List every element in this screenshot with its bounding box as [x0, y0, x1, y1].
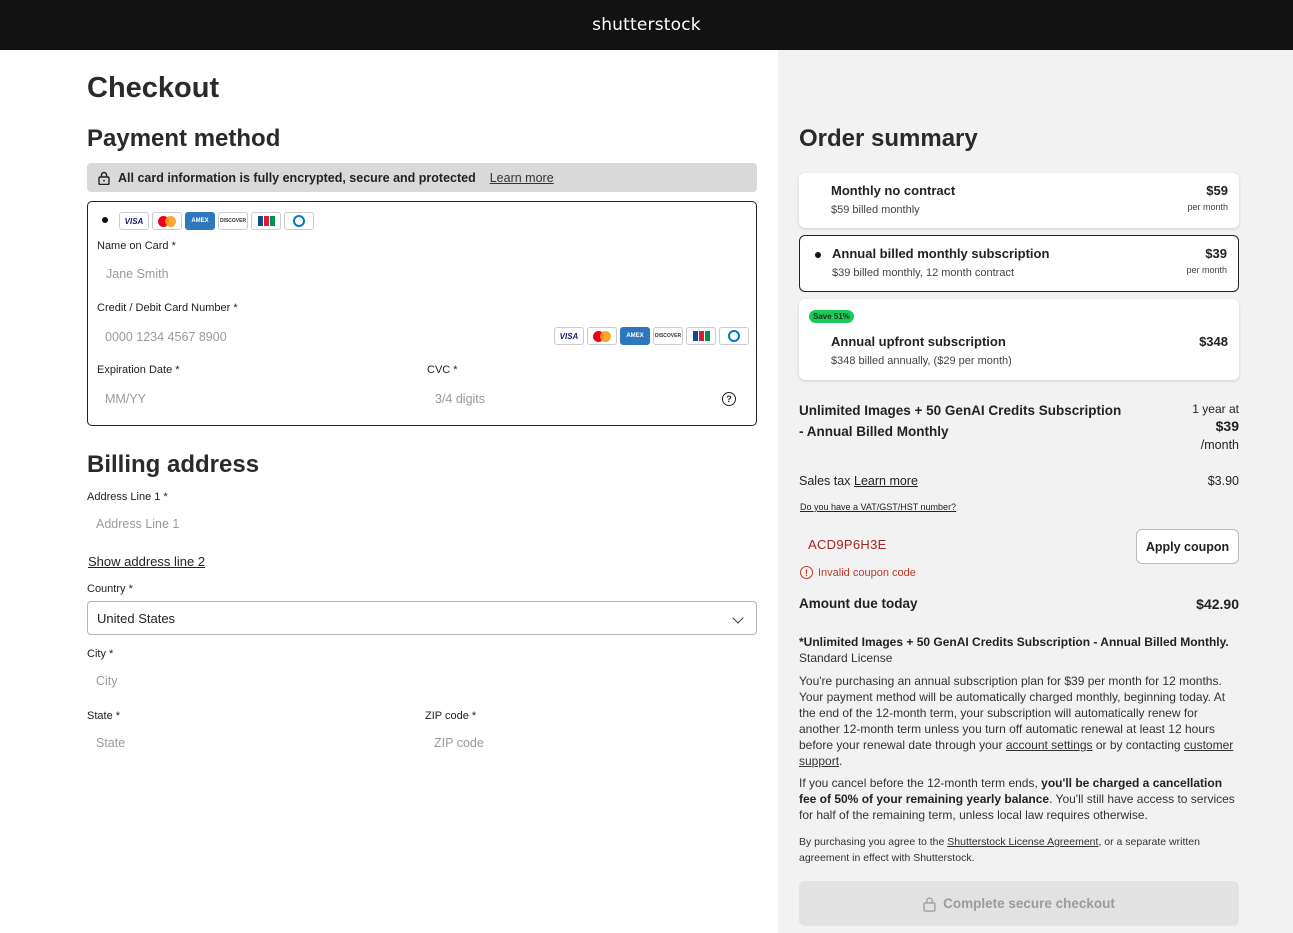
expiration-label: Expiration Date * — [97, 364, 180, 376]
plan-sub: $348 billed annually, ($29 per month) — [831, 355, 1012, 367]
discover-icon: DISCOVER — [218, 212, 248, 230]
plan-name: Monthly no contract — [831, 183, 956, 198]
city-input[interactable]: City — [96, 674, 118, 688]
state-input[interactable]: State — [96, 736, 126, 750]
sales-tax-label: Sales tax — [799, 474, 851, 488]
renewal-text-mid: or by contacting — [1092, 738, 1184, 752]
plan-per: per month — [1186, 265, 1227, 275]
discover-icon: DISCOVER — [653, 327, 683, 345]
agreement-text-b: , or a separate written agreement in effect with Shutterstock. — [799, 836, 1200, 864]
checkout-panel — [0, 50, 778, 933]
price-amount: $39 — [1215, 418, 1239, 434]
plan-radio-selected[interactable] — [815, 252, 821, 258]
cvc-help-icon[interactable]: ? — [722, 392, 736, 406]
diners-icon — [284, 212, 314, 230]
amount-due-label: Amount due today — [799, 596, 918, 611]
address1-input[interactable]: Address Line 1 — [96, 517, 180, 531]
agreement-text-a: By purchasing you agree to the — [799, 836, 948, 848]
mastercard-icon — [152, 212, 182, 230]
card-brands — [119, 212, 314, 230]
fine-print-license: Standard License — [799, 651, 893, 665]
error-icon: ! — [800, 566, 813, 579]
card-radio-selected[interactable] — [102, 217, 108, 223]
price-prefix: 1 year at — [1192, 402, 1239, 416]
renewal-text-end: . — [839, 754, 843, 768]
card-number-input[interactable]: 0000 1234 4567 8900 — [105, 330, 227, 344]
plan-name: Annual upfront subscription — [831, 334, 1006, 349]
cancel-fee-text: you'll be charged a cancellation fee of 50% of your remaining yearly balance — [799, 776, 1223, 806]
save-badge: Save 51% — [809, 310, 854, 323]
page-title: Checkout — [87, 72, 220, 104]
fine-print-agreement — [799, 834, 1241, 866]
secure-info-bar — [87, 163, 757, 192]
product-name-line1: Unlimited Images + 50 GenAI Credits Subscription — [799, 403, 1122, 418]
secure-text: All card information is fully encrypted, secure and protected — [118, 170, 476, 185]
name-on-card-label: Name on Card * — [97, 240, 176, 252]
sales-tax-value: $3.90 — [1207, 474, 1239, 488]
card-payment-option[interactable] — [87, 201, 757, 426]
card-number-brands — [554, 327, 749, 345]
complete-checkout-button[interactable] — [799, 881, 1239, 926]
card-number-label: Credit / Debit Card Number * — [97, 302, 238, 314]
plan-price: $39 — [1205, 246, 1227, 261]
country-label: Country * — [87, 583, 133, 595]
expiration-input[interactable]: MM/YY — [105, 392, 146, 406]
fine-print-renewal — [799, 673, 1241, 769]
cancel-text-a: If you cancel before the 12-month term ends, — [799, 776, 1042, 790]
apply-coupon-button[interactable]: Apply coupon — [1136, 529, 1239, 564]
fine-print-cancellation — [799, 775, 1241, 823]
zip-input[interactable]: ZIP code — [434, 736, 484, 750]
name-on-card-input[interactable]: Jane Smith — [106, 267, 169, 281]
state-label: State * — [87, 710, 121, 722]
visa-icon: VISA — [119, 212, 149, 230]
order-summary-panel — [778, 50, 1293, 933]
learn-more-link[interactable]: Learn more — [489, 170, 554, 185]
plan-per: per month — [1187, 202, 1228, 212]
country-select[interactable] — [87, 601, 757, 635]
amex-icon: AMEX — [185, 212, 215, 230]
top-bar — [0, 0, 1293, 50]
diners-icon — [719, 327, 749, 345]
jcb-icon — [251, 212, 281, 230]
zip-label: ZIP code * — [425, 710, 477, 722]
plan-price: $348 — [1199, 334, 1228, 349]
cancel-text-c: . You'll still have access to services for half of the remaining term, unless local law requires otherwise. — [799, 792, 1235, 822]
complete-checkout-label: Complete secure checkout — [943, 896, 1115, 911]
country-value: United States — [97, 611, 176, 626]
plan-name: Annual billed monthly subscription — [832, 246, 1050, 261]
cvc-input[interactable]: 3/4 digits — [435, 392, 486, 406]
account-settings-link[interactable]: account settings — [1005, 738, 1093, 752]
license-agreement-link[interactable]: Shutterstock License Agreement — [947, 836, 1099, 848]
lock-icon — [923, 896, 936, 912]
plan-monthly-no-contract[interactable] — [799, 173, 1239, 228]
renewal-text: You're purchasing an annual subscription plan for $39 per month for 12 months. Your payment method will be automatically charged monthly, beginning today. At the end of the 12-month term, your subscription will automatically renew for another 12-month term unless you turn off automatic renewal at least 12 hours before your renewal date through your — [799, 674, 1226, 752]
vat-number-link[interactable]: Do you have a VAT/GST/HST number? — [800, 502, 957, 512]
shutterstock-logo[interactable]: shutterstock — [592, 15, 701, 35]
cvc-label: CVC * — [427, 364, 458, 376]
price-period: /month — [1200, 438, 1239, 452]
chevron-down-icon — [732, 612, 743, 623]
product-name-line2: - Annual Billed Monthly — [799, 424, 949, 439]
order-summary-title: Order summary — [799, 125, 978, 152]
fine-print-title: *Unlimited Images + 50 GenAI Credits Subscription - Annual Billed Monthly. — [799, 635, 1229, 649]
amex-icon: AMEX — [620, 327, 650, 345]
city-label: City * — [87, 648, 114, 660]
payment-method-title: Payment method — [87, 125, 281, 152]
tax-learn-more-link[interactable]: Learn more — [854, 474, 918, 488]
plan-sub: $39 billed monthly, 12 month contract — [832, 267, 1015, 279]
plan-price: $59 — [1206, 183, 1228, 198]
show-address-line2-link[interactable]: Show address line 2 — [88, 554, 206, 569]
address1-label: Address Line 1 * — [87, 491, 168, 503]
mastercard-icon — [587, 327, 617, 345]
amount-due-value: $42.90 — [1196, 596, 1239, 612]
plan-annual-upfront[interactable] — [799, 299, 1239, 380]
lock-icon — [98, 171, 110, 185]
plan-annual-billed-monthly[interactable] — [799, 235, 1239, 292]
billing-address-title: Billing address — [87, 451, 260, 478]
visa-icon: VISA — [554, 327, 584, 345]
plan-sub: $59 billed monthly — [831, 204, 920, 216]
customer-support-link[interactable]: customer support — [799, 738, 1234, 768]
coupon-error-text: Invalid coupon code — [818, 567, 916, 579]
jcb-icon — [686, 327, 716, 345]
coupon-input[interactable]: ACD9P6H3E — [808, 537, 887, 552]
